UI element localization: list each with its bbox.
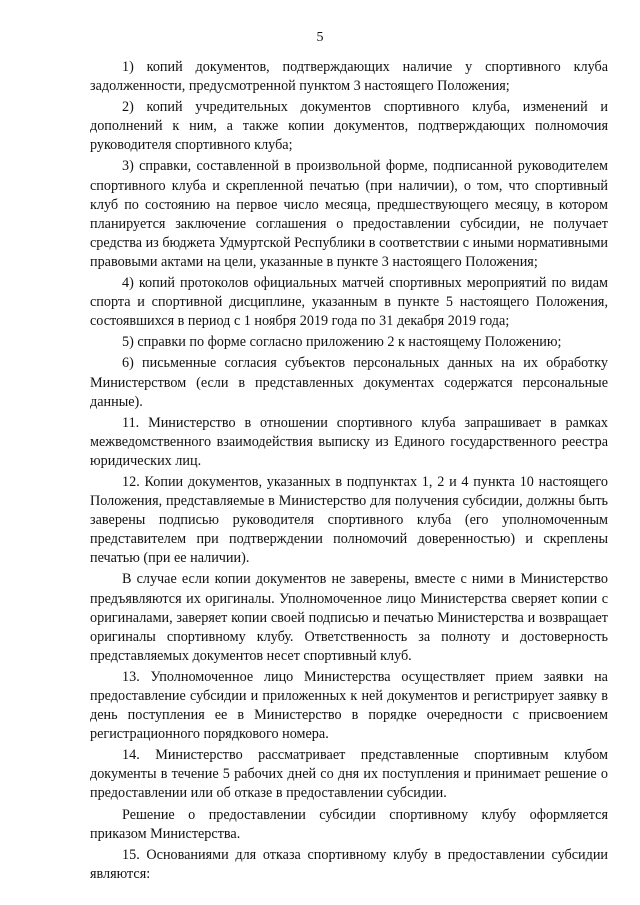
paragraph-item-5-reference-form: 5) справки по форме согласно приложению 2 к настоящему Положению; — [122, 334, 562, 351]
paragraph-clause-12-unverified-copies: В случае если копии документов не заверены, вместе с ними в Министерство предъявляются их оригиналы. Уполномоченное лицо Министерства сверяет копии с оригиналами, заверяет копии своей подписью и печатью Министерства и возвращает оригиналы спортивному клубу. Ответственность за полноту и достоверность представляемых документов несет спортивный клуб. — [90, 571, 608, 664]
document-body — [90, 58, 608, 886]
paragraph-clause-15: 15. Основаниями для отказа спортивному клубу в предоставлении субсидии являются: — [90, 846, 608, 882]
paragraph-clause-12: 12. Копии документов, указанных в подпунктах 1, 2 и 4 пункта 10 настоящего Положения, представляемые в Министерство для получения субсидии, должны быть заверены подписью руководителя спортивного клуба (его уполномоченным представителем при подтверждении полномочий доверенностью) и скреплены печатью (при ее наличии). — [90, 473, 608, 567]
page-number: 5 — [316, 30, 324, 45]
paragraph-clause-14: 14. Министерство рассматривает представленные спортивным клубом документы в течение 5 рабочих дней со дня их поступления и принимает решение о предоставлении или об отказе в предоставлении субсидии. — [90, 747, 608, 802]
paragraph-item-4-match-protocols: 4) копий протоколов официальных матчей спортивных мероприятий по видам спорта и спортивной дисциплине, указанным в пункте 5 настоящего Положения, состоявшихся в период с 1 ноября 2019 года по 31 декабря 2019 года; — [90, 275, 608, 330]
paragraph-item-2-founding-documents: 2) копий учредительных документов спортивного клуба, изменений и дополнений к ним, а также копии документов, подтверждающих полномочия руководителя спортивного клуба; — [90, 99, 608, 154]
paragraph-item-6-personal-data-consent: 6) письменные согласия субъектов персональных данных на их обработку Министерством (если в представленных документах содержатся персональные данные). — [90, 355, 608, 410]
paragraph-item-1-copies-debt: 1) копий документов, подтверждающих наличие у спортивного клуба задолженности, предусмотренной пунктом 3 настоящего Положения; — [90, 59, 608, 95]
paragraph-clause-14-decision: Решение о предоставлении субсидии спортивному клубу оформляется приказом Министерства. — [90, 806, 608, 842]
paragraph-clause-11: 11. Министерство в отношении спортивного клуба запрашивает в рамках межведомственного взаимодействия выписку из Единого государственного реестра юридических лиц. — [90, 414, 608, 469]
paragraph-clause-13: 13. Уполномоченное лицо Министерства осуществляет прием заявки на предоставление субсидии и приложенных к ней документов и регистрирует заявку в день поступления ее в Министерство в порядке очередности с присвоением регистрационного порядкового номера. — [90, 668, 608, 743]
paragraph-item-3-certificate: 3) справки, составленной в произвольной форме, подписанной руководителем спортивного клуба и скрепленной печатью (при наличии), о том, что спортивный клуб по состоянию на первое число месяца, предшествующего месяцу, в котором планируется заключение соглашения о предоставлении субсидии, не получает средства из бюджета Удмуртской Республики в соответствии с иными нормативными правовыми актами на цели, указанные в пункте 3 настоящего Положения; — [90, 158, 609, 270]
